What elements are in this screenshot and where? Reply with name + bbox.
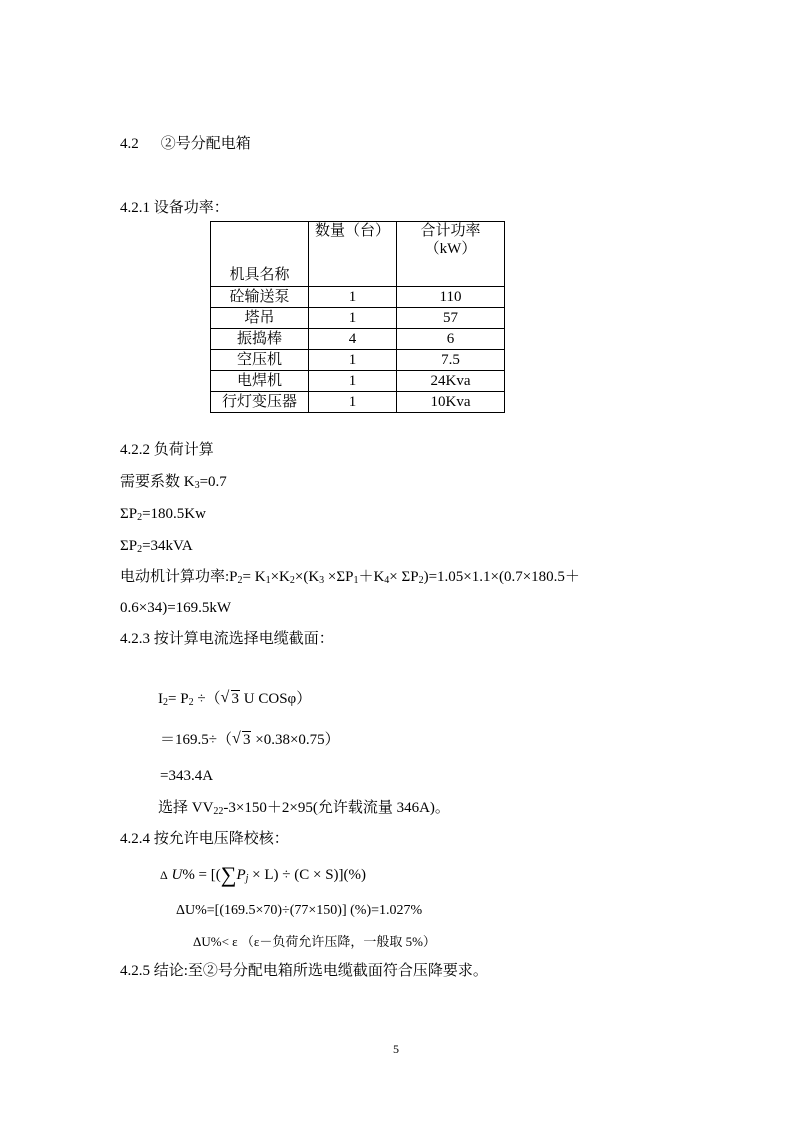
sum-p2-kva: $\Sigma P_2=34kVA$ [120, 538, 193, 555]
demand-factor: 需要系数 $K_3=0.7$ [120, 474, 227, 491]
header-qty: 数量（台） [309, 222, 397, 287]
table-row: 电焊机 1 24Kva [211, 371, 505, 392]
table-row: 空压机 1 7.5 [211, 350, 505, 371]
section-number: 4.2 [120, 136, 139, 152]
table-row: 塔吊 1 57 [211, 308, 505, 329]
voltage-drop-formula: Δ $U\% = [(\sum P_j \times L) \div (C \times S)](\%)$ [160, 862, 367, 887]
header-name: 机具名称 [211, 222, 309, 287]
current-heading: 4.2.3 按计算电流选择电缆截面： [120, 631, 334, 647]
voltage-drop-calculation: ΔU%=[(169.5×70)÷(77×150)] (%)=1.027% [176, 903, 423, 918]
section-title: ②号分配电箱 [160, 136, 251, 152]
table-header-row [211, 222, 505, 287]
load-heading: 4.2.2 负荷计算 [120, 442, 214, 458]
voltage-drop-comparison: ΔU%< ε （ε－负荷允许压降，一般取 5%） [193, 934, 436, 949]
cable-selection: 选择 $VV_{22}-3\times 150+2\times 95$(允许载流量 346A)。 [158, 800, 450, 817]
sqrt-symbol: √ 3 [232, 731, 252, 749]
equipment-table [210, 221, 505, 413]
section-heading [120, 135, 251, 153]
table-row: 行灯变压器 1 10Kva [211, 392, 505, 413]
power-heading: 4.2.1 设备功率： [120, 200, 229, 216]
motor-power-result: 0.6×34)=169.5kW [120, 600, 232, 616]
current-substitution: ＝169.5÷（ √ 3 ×0.38×0.75） [160, 731, 340, 749]
current-formula: $I_2= P_2$ ÷（ √ 3 U COSφ） [158, 690, 311, 708]
table-row: 砼输送泵 1 110 [211, 287, 505, 308]
summation-symbol: ∑ [220, 862, 237, 887]
voltage-heading: 4.2.4 按允许电压降校核： [120, 831, 289, 847]
page-number: 5 [393, 1042, 399, 1056]
sqrt-symbol: √ 3 [221, 690, 241, 708]
conclusion: 4.2.5 结论:至②号分配电箱所选电缆截面符合压降要求。 [120, 963, 488, 979]
motor-power-formula: 电动机计算功率$:P_2= K_1\times K_2\times(K_3 \times\Sigma P_1+K_4\times \Sigma P_2)=1.05\times 1.1\times(0.7\times 180.5+$ [120, 569, 580, 586]
header-power: 合计功率 （kW） [397, 222, 505, 287]
current-result: =343.4A [160, 768, 214, 784]
sum-p2-kw: $\Sigma P_2=180.5Kw$ [120, 506, 206, 523]
table-row: 振捣棒 4 6 [211, 329, 505, 350]
